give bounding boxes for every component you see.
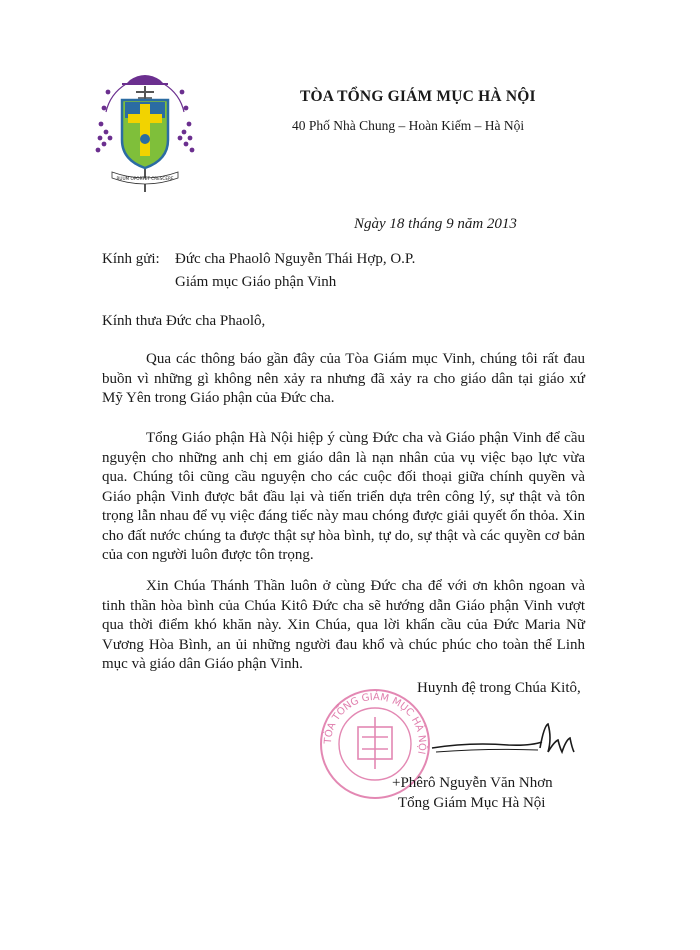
signer-name: +Phêrô Nguyễn Văn Nhơn: [392, 775, 553, 791]
letter-paragraph-3: Xin Chúa Thánh Thần luôn ở cùng Đức cha để với ơn khôn ngoan và tinh thần hòa bình của Chúa Kitô Đức cha sẽ hướng dẫn Giáo phận Vinh vượt qua thời điểm khó khăn này. Xin Chúa, qua lời khẩn cầu của Đức Maria Nữ Vương Hòa Bình, an ủi những người đau khổ và chúc phúc cho toàn thể Linh mục và giáo dân Giáo phận Vinh.: [102, 578, 585, 672]
handwritten-signature-icon: [430, 718, 576, 770]
recipient-title: Giám mục Giáo phận Vinh: [175, 274, 337, 290]
crest-motto: RUUM OPORTET CRESCERE: [116, 176, 174, 181]
recipient-label: Kính gửi:: [102, 251, 160, 267]
organization-address: 40 Phố Nhà Chung – Hoàn Kiếm – Hà Nội: [292, 118, 525, 133]
organization-title: TÒA TỔNG GIÁM MỤC HÀ NỘI: [300, 88, 536, 105]
seal-ring-text: TÒA TỔNG GIÁM MỤC HÀ NỘI: [322, 691, 428, 756]
letter-paragraph-1: Qua các thông báo gần đây của Tòa Giám mục Vinh, chúng tôi rất đau buồn vì những gì không nên xảy ra nhưng đã xảy ra cho giáo dân tại giáo xứ Mỹ Yên trong Giáo phận của Đức cha.: [102, 351, 585, 406]
letter-paragraph-2: Tổng Giáo phận Hà Nội hiệp ý cùng Đức cha và Giáo phận Vinh để cầu nguyện cho những anh chị em giáo dân là nạn nhân của vụ việc bạo lực vừa qua. Chúng tôi cũng cầu nguyện cho các cuộc đối thoại giữa chính quyền và Giáo phận Vinh được bắt đầu lại và tiến triển dựa trên công lý, sự thật và tôn trọng lẫn nhau để vụ việc đáng tiếc này mau chóng được giải quyết ổn thỏa. Xin cho đất nước chúng ta được thật sự hòa bình, tự do, sự thật và các quyền cơ bản của con người luôn được tôn trọng.: [102, 430, 585, 563]
recipient-name: Đức cha Phaolô Nguyễn Thái Hợp, O.P.: [175, 251, 416, 267]
archdiocese-crest-icon: [92, 68, 198, 196]
letter-date: Ngày 18 tháng 9 năm 2013: [354, 216, 517, 232]
signer-title: Tổng Giám Mục Hà Nội: [398, 795, 546, 811]
salutation: Kính thưa Đức cha Phaolô,: [102, 313, 266, 329]
closing-phrase: Huynh đệ trong Chúa Kitô,: [417, 680, 581, 696]
